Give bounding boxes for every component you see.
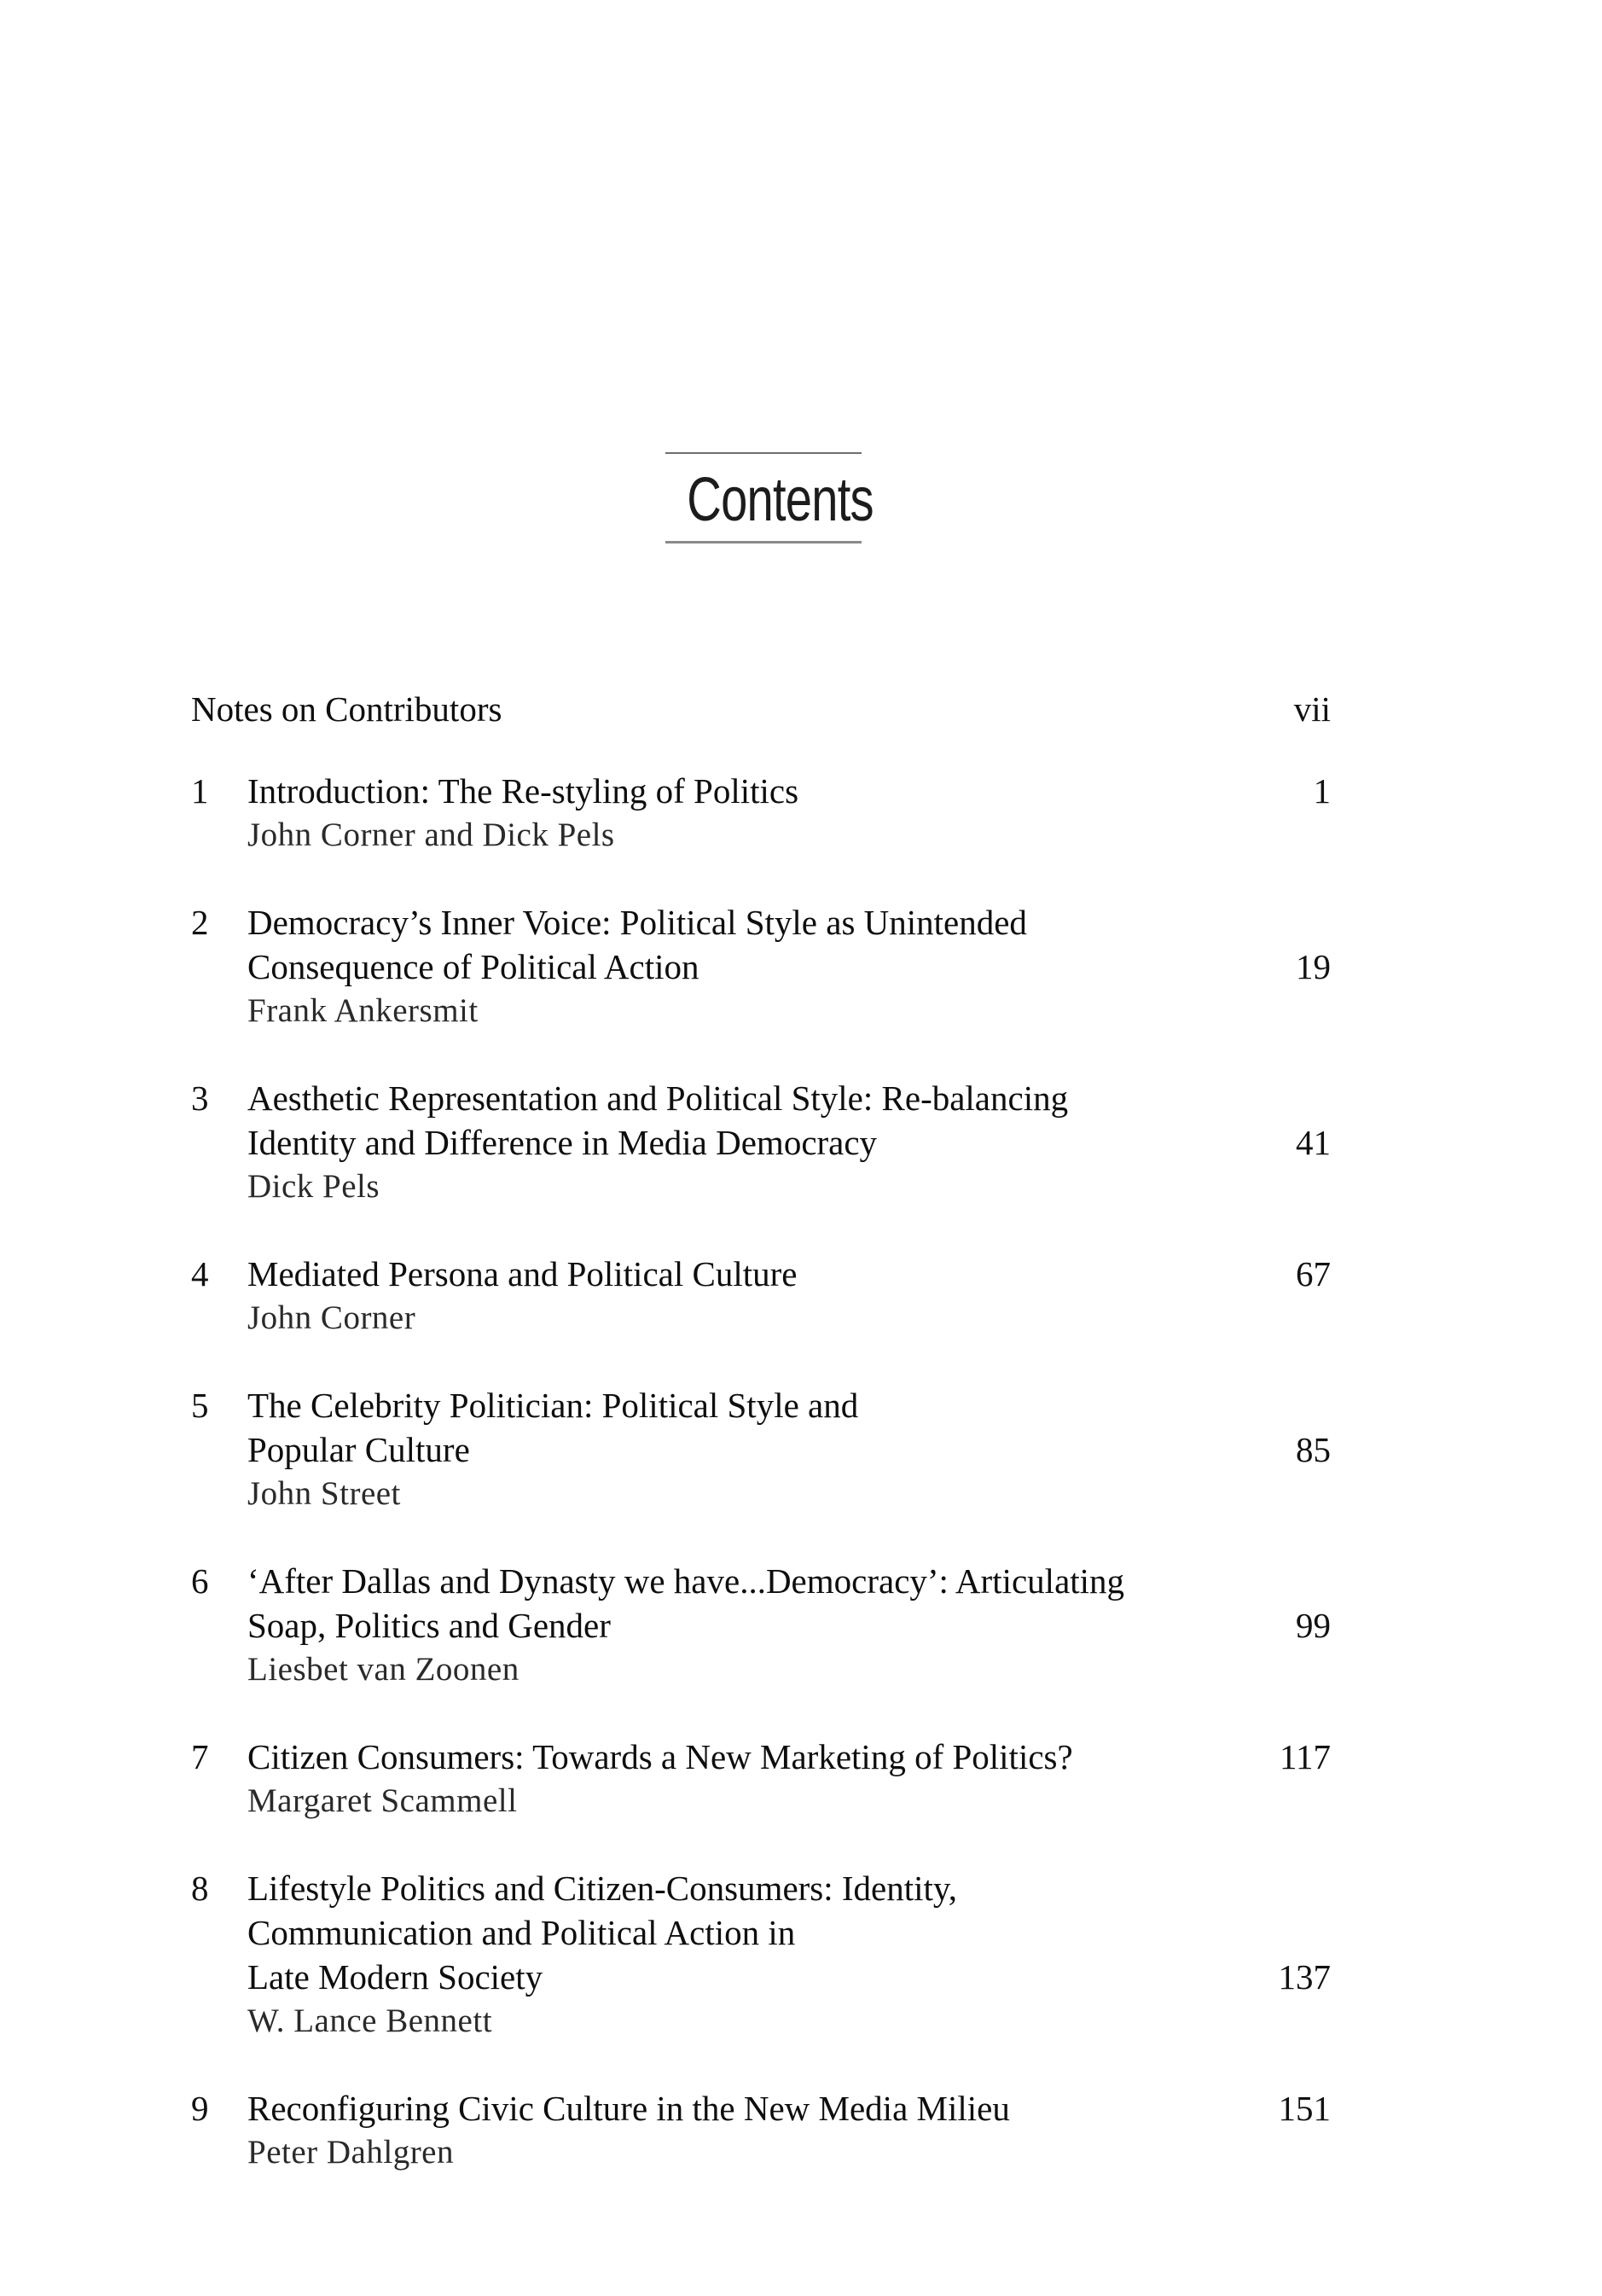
chapter-list xyxy=(191,769,1331,2175)
toc-entry-chapter-5[interactable] xyxy=(191,1383,1331,1516)
chapter-number: 5 xyxy=(191,1386,209,1425)
chapter-number: 3 xyxy=(191,1078,209,1118)
contents-heading-block xyxy=(665,452,874,543)
chapter-author: Frank Ankersmit xyxy=(247,992,479,1029)
toc-entry-chapter-3[interactable] xyxy=(191,1076,1331,1209)
chapter-page-number: 117 xyxy=(1280,1737,1331,1776)
toc-entry-page: vii xyxy=(1293,689,1331,729)
chapter-author: John Corner and Dick Pels xyxy=(247,817,615,853)
toc-entry-front-matter[interactable] xyxy=(191,687,1331,731)
chapter-page-number: 41 xyxy=(1296,1123,1331,1162)
chapter-page-number: 19 xyxy=(1296,947,1331,986)
toc-entry-chapter-7[interactable] xyxy=(191,1735,1331,1823)
chapter-page-number: 137 xyxy=(1278,1957,1331,1997)
chapter-title-line: The Celebrity Politician: Political Style and xyxy=(247,1386,859,1425)
heading-bottom-rule xyxy=(665,541,862,543)
chapter-title-line: Mediated Persona and Political Culture xyxy=(247,1254,798,1293)
toc-entry-chapter-2[interactable] xyxy=(191,900,1331,1033)
table-of-contents xyxy=(191,687,1331,2218)
chapter-number: 1 xyxy=(191,771,209,811)
chapter-title-line: Popular Culture xyxy=(247,1430,470,1469)
page-title: Contents xyxy=(687,466,874,534)
chapter-title-line: Consequence of Political Action xyxy=(247,947,699,986)
chapter-number: 7 xyxy=(191,1737,209,1776)
chapter-page-number: 99 xyxy=(1296,1606,1331,1645)
chapter-author: John Corner xyxy=(247,1299,416,1336)
chapter-number: 4 xyxy=(191,1254,209,1293)
chapter-page-number: 1 xyxy=(1313,771,1331,811)
toc-entry-chapter-8[interactable] xyxy=(191,1866,1331,2043)
chapter-author: John Street xyxy=(247,1475,401,1512)
chapter-title-line: Citizen Consumers: Towards a New Marketing of Politics? xyxy=(247,1737,1073,1776)
toc-entry-chapter-9[interactable] xyxy=(191,2086,1331,2175)
chapter-title-line: ‘After Dallas and Dynasty we have...Democracy’: Articulating xyxy=(247,1561,1125,1601)
chapter-number: 6 xyxy=(191,1561,209,1601)
chapter-author: Peter Dahlgren xyxy=(247,2134,454,2171)
chapter-author: Dick Pels xyxy=(247,1168,380,1205)
chapter-author: Margaret Scammell xyxy=(247,1782,518,1819)
chapter-title-line: Communication and Political Action in xyxy=(247,1913,796,1952)
chapter-title-line: Reconfiguring Civic Culture in the New Media Milieu xyxy=(247,2089,1010,2128)
toc-entry-chapter-6[interactable] xyxy=(191,1559,1331,1692)
chapter-title-line: Lifestyle Politics and Citizen-Consumers: Identity, xyxy=(247,1869,958,1908)
chapter-title-line: Introduction: The Re-styling of Politics xyxy=(247,771,799,811)
chapter-author: Liesbet van Zoonen xyxy=(247,1651,519,1688)
chapter-title-line: Democracy’s Inner Voice: Political Style as Unintended xyxy=(247,903,1027,942)
chapter-title-line: Identity and Difference in Media Democracy xyxy=(247,1123,878,1162)
toc-entry-chapter-4[interactable] xyxy=(191,1252,1331,1340)
chapter-number: 2 xyxy=(191,903,209,942)
chapter-page-number: 151 xyxy=(1278,2089,1331,2128)
chapter-title-line: Soap, Politics and Gender xyxy=(247,1606,611,1645)
chapter-title-line: Late Modern Society xyxy=(247,1957,543,1997)
chapter-author: W. Lance Bennett xyxy=(247,2002,493,2039)
toc-entry-title: Notes on Contributors xyxy=(191,689,502,729)
chapter-page-number: 67 xyxy=(1296,1254,1331,1293)
chapter-page-number: 85 xyxy=(1296,1430,1331,1469)
chapter-title-line: Aesthetic Representation and Political Style: Re-balancing xyxy=(247,1078,1069,1118)
chapter-number: 9 xyxy=(191,2089,209,2128)
chapter-number: 8 xyxy=(191,1869,209,1908)
toc-entry-chapter-1[interactable] xyxy=(191,769,1331,857)
